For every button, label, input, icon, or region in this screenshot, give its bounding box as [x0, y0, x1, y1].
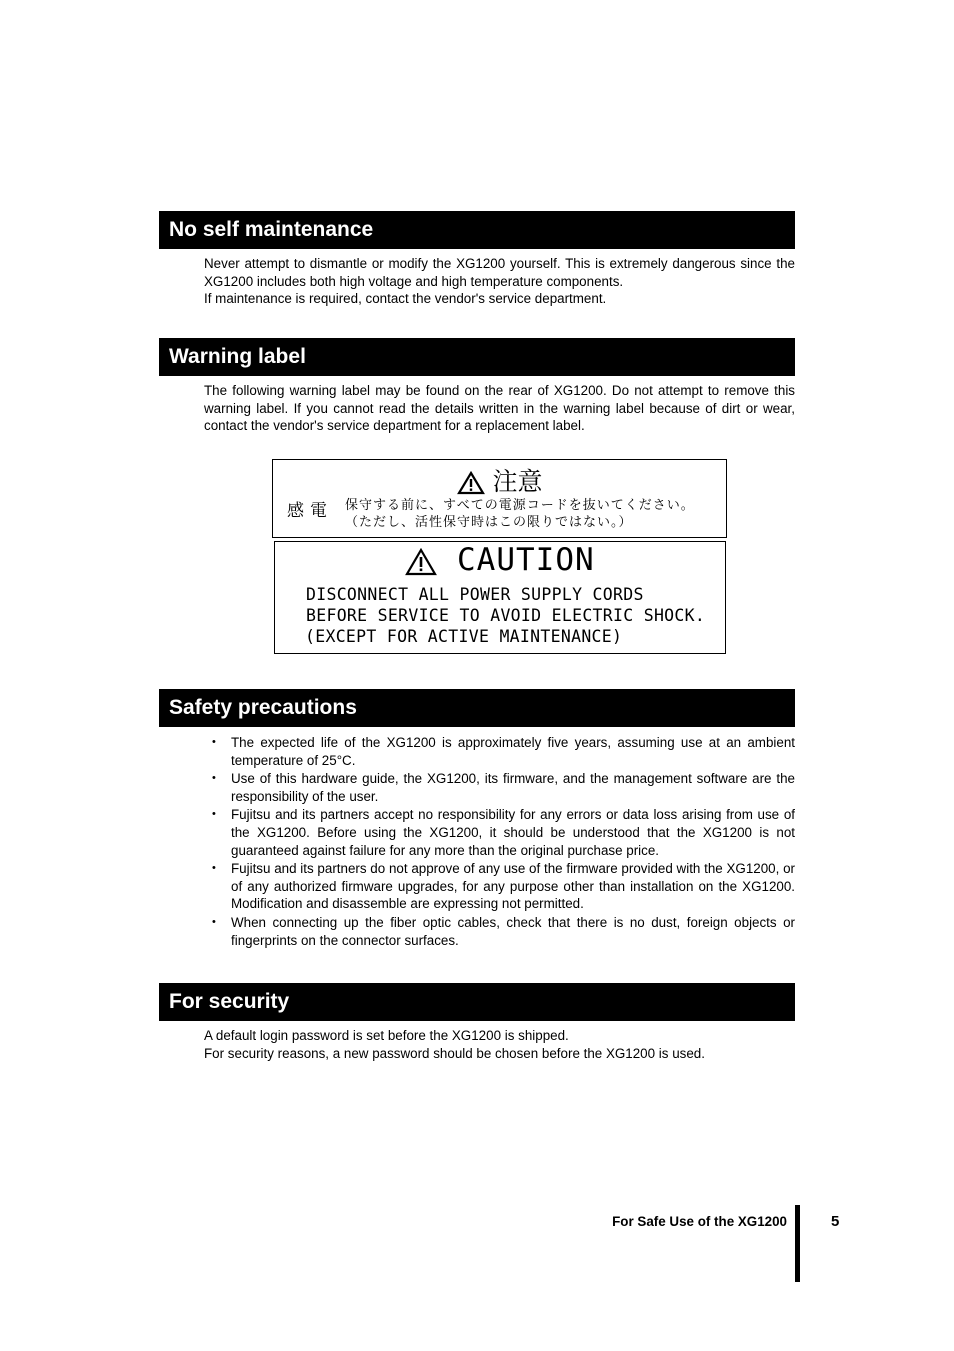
list-item [204, 770, 795, 805]
warning-triangle-icon [457, 471, 485, 495]
label-jp-line-2: （ただし、活性保守時はこの限りではない。） [345, 515, 633, 530]
warning-text [204, 382, 795, 435]
label-jp-heading-text: 注意 [492, 467, 543, 496]
warning-label-english [274, 541, 726, 654]
security-paragraph-2: For security reasons, a new password should be chosen before the XG1200 is used. [204, 1045, 705, 1061]
list-item-text: The expected life of the XG1200 is approximately five years, assuming use at an ambient temperature of 25°C. [231, 735, 795, 768]
label-en-line-1: DISCONNECT ALL POWER SUPPLY CORDS [306, 585, 644, 604]
list-item-text: When connecting up the fiber optic cables, check that there is no dust, foreign objects or fingerprints on the connector surfaces. [231, 914, 795, 948]
label-en-line-2: BEFORE SERVICE TO AVOID ELECTRIC SHOCK. [306, 606, 706, 625]
footer-divider [795, 1205, 800, 1282]
label-jp-heading [273, 462, 726, 498]
label-en-line-3: (EXCEPT FOR ACTIVE MAINTENANCE) [305, 627, 623, 646]
bullet-icon: • [212, 808, 216, 821]
warning-paragraph-1: The following warning label may be found on the rear of XG1200. Do not attempt to remove this warning label. If you cannot read the details written in the warning label because of dirt or wear, contact the vendor's service department for a replacement label. [204, 383, 795, 434]
list-item-text: Fujitsu and its partners accept no responsibility for any errors or data loss arising from use of the XG1200. Before using the XG1200, it should be understood that the XG1200 is not guaranteed against failure for any more than the original purchase price. [231, 807, 795, 858]
security-paragraph-1: A default login password is set before the XG1200 is shipped. [204, 1028, 569, 1043]
bullet-icon: • [212, 772, 216, 785]
security-text [204, 1027, 795, 1062]
list-item [204, 734, 795, 769]
page-number: 5 [831, 1213, 840, 1230]
safety-precautions-list [204, 734, 795, 950]
list-item [204, 914, 795, 949]
warning-triangle-icon [405, 548, 437, 576]
maintenance-paragraph-1: Never attempt to dismantle or modify the XG1200 yourself. This is extremely dangerous since the XG1200 includes both high voltage and high temperature components. [204, 256, 795, 289]
bullet-icon: • [212, 915, 216, 928]
bullet-icon: • [212, 862, 216, 875]
warning-label-japanese [272, 459, 727, 538]
label-en-heading [275, 542, 725, 578]
section-heading-no-self-maintenance: No self maintenance [159, 211, 795, 249]
list-item [204, 860, 795, 913]
section-heading-for-security: For security [159, 983, 795, 1021]
list-item-text: Fujitsu and its partners do not approve of any use of the firmware provided with the XG1200, or of any authorized firmware upgrades, for any purpose other than installation on the XG1200. Modification and disassemble are expressing not permitted. [231, 861, 795, 912]
section-heading-safety-precautions: Safety precautions [159, 689, 795, 727]
maintenance-text [204, 255, 795, 308]
bullet-icon: • [212, 736, 216, 748]
label-en-heading-text: CAUTION [457, 542, 595, 578]
list-item [204, 806, 795, 859]
footer-title: For Safe Use of the XG1200 [612, 1214, 787, 1229]
section-heading-warning-label: Warning label [159, 338, 795, 376]
label-jp-line-1: 保守する前に、すべての電源コードを抜いてください。 [345, 498, 695, 513]
list-item-text: Use of this hardware guide, the XG1200, its firmware, and the management software are the responsibility of the user. [231, 771, 795, 804]
maintenance-paragraph-2: If maintenance is required, contact the vendor's service department. [204, 291, 607, 307]
label-jp-electric-shock: 感電 [287, 501, 333, 521]
